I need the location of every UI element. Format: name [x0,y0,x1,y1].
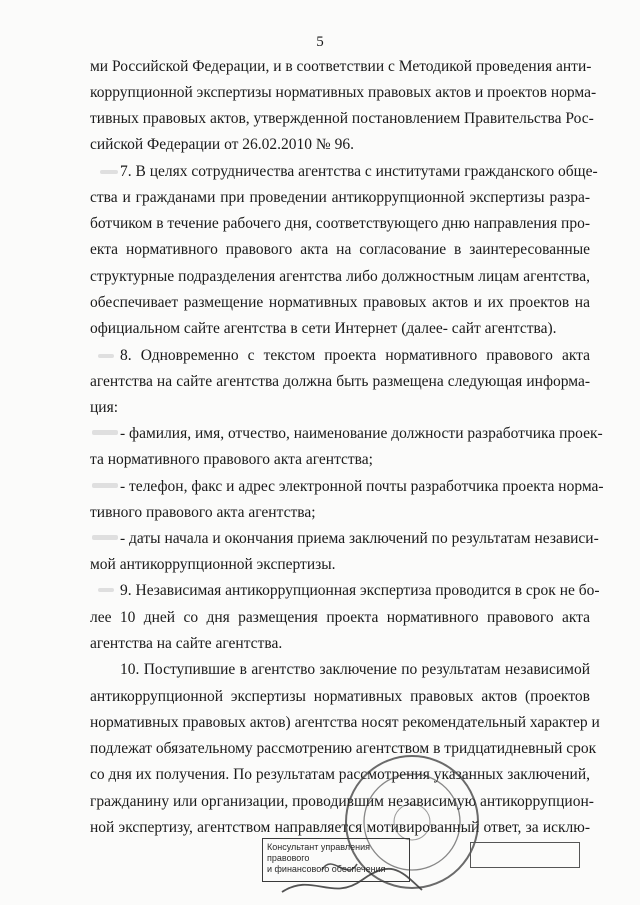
text-line: нормативных правовых актов) агентства носят рекомендательный характер и [90,714,600,731]
text-line: официальном сайте агентства в сети Интернет (далее- сайт агентства). [90,320,557,337]
scan-smudge [100,170,118,174]
text-line: тивного правового акта агентства; [90,504,316,521]
stamp-line: Консультант управления правового [267,842,370,863]
text-line: тивных правовых актов, утвержденной постановлением Правительства Рос- [90,110,594,127]
list-item: - телефон, факс и адрес электронной почты разработчика проекта норма- [120,478,604,495]
text-line: обеспечивает размещение нормативных правовых актов и их проектов на [90,294,590,311]
list-item: - фамилия, имя, отчество, наименование должности разработчика проек- [120,425,603,442]
scan-smudge [92,535,118,540]
text-line: со дня их получения. По результатам рассмотрения указанных заключений, [90,766,590,783]
paragraph-10-start: 10. Поступившие в агентство заключение по результатам независимой [120,661,590,678]
text-line: антикоррупционной экспертизы нормативных правовых актов (проектов [90,688,590,705]
text-line: та нормативного правового акта агентства; [90,451,373,468]
rectangular-stamp-2 [470,842,580,868]
text-line: мой антикоррупционной экспертизы. [90,556,336,573]
text-line: гражданину или организации, проводившим независимую антикоррупцион- [90,793,594,810]
text-line: екта нормативного правового акта на согласование в заинтересованные [90,241,590,258]
paragraph-8-start: 8. Одновременно с текстом проекта нормативного правового акта [120,347,590,364]
text-line: лее 10 дней со дня размещения проекта нормативного правового акта [90,609,590,626]
text-line: подлежат обязательному рассмотрению агентством в тридцатидневный срок [90,740,597,757]
text-line: агентства на сайте агентства. [90,635,283,652]
paragraph-9-start: 9. Независимая антикоррупционная экспертиза проводится в срок не бо- [120,582,600,599]
rectangular-stamp [262,838,410,882]
text-line: ботчиком в течение рабочего дня, соответствующего дню направления про- [90,215,590,232]
text-line: коррупционной экспертизы нормативных правовых актов и проектов норма- [90,84,597,101]
text-line: агентства на сайте агентства должна быть размещена следующая информа- [90,373,590,390]
scan-smudge [98,354,114,358]
paragraph-7-start: 7. В целях сотрудничества агентства с институтами гражданского обще- [120,163,598,180]
text-line: структурные подразделения агентства либо должностным лицам агентства, [90,268,590,285]
page-number: 5 [316,34,324,50]
text-line: ства и гражданами при проведении антикоррупционной экспертизы разра- [90,189,590,206]
scan-smudge [98,588,114,592]
text-line: ной экспертизу, агентством направляется мотивированный ответ, за исклю- [90,819,590,836]
scan-smudge [92,430,118,435]
stamp-line: и финансового обеспечения [267,864,386,874]
text-line: ми Российской Федерации, и в соответствии с Методикой проведения анти- [90,58,592,75]
text-line: сийской Федерации от 26.02.2010 № 96. [90,136,354,153]
list-item: - даты начала и окончания приема заключений по результатам независи- [120,530,599,547]
text-line: ция: [90,399,119,416]
scan-smudge [92,483,118,488]
